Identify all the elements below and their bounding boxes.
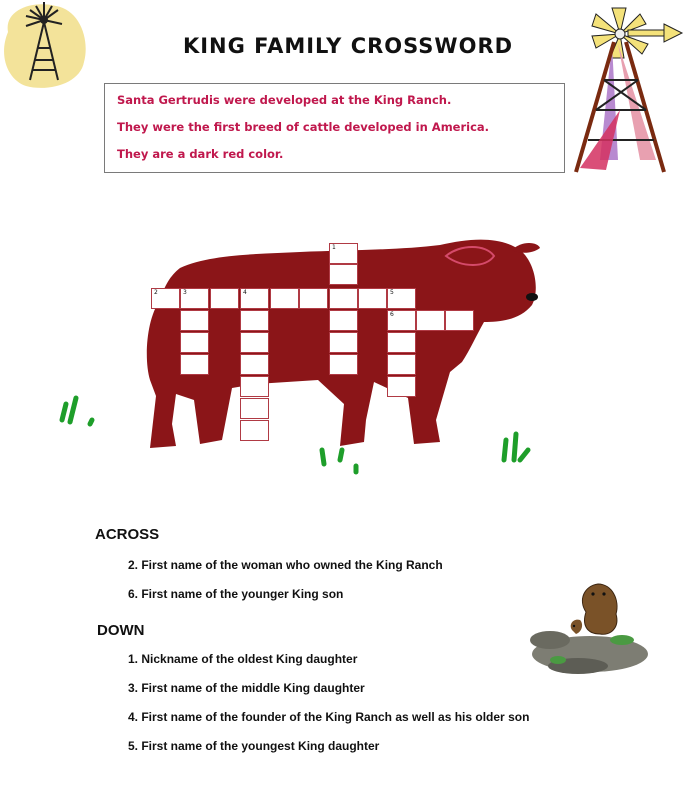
crossword-cell[interactable] xyxy=(180,354,209,375)
crossword-cell[interactable] xyxy=(416,310,445,331)
clue-item: 6. First name of the younger King son xyxy=(128,587,344,601)
crossword-cell[interactable] xyxy=(387,376,416,397)
crossword-cell[interactable] xyxy=(329,310,358,331)
crossword-cell[interactable] xyxy=(240,332,269,353)
clue-number: 3 xyxy=(183,289,187,296)
clue-number: 5 xyxy=(390,289,394,296)
clue-number: 2 xyxy=(154,289,158,296)
fact-line: Santa Gertrudis were developed at the King Ranch. xyxy=(117,93,452,107)
crossword-cell[interactable] xyxy=(387,354,416,375)
groundhog-icon xyxy=(530,584,648,674)
clue-number: 6 xyxy=(390,311,394,318)
crossword-cell[interactable] xyxy=(445,310,474,331)
fact-box xyxy=(104,83,565,173)
crossword-cell[interactable] xyxy=(387,310,416,331)
crossword-cell[interactable] xyxy=(240,420,269,441)
crossword-cell[interactable] xyxy=(210,288,239,309)
crossword-cell[interactable] xyxy=(240,354,269,375)
crossword-cell[interactable] xyxy=(180,332,209,353)
clue-number: 4 xyxy=(243,289,247,296)
crossword-cell[interactable] xyxy=(270,288,299,309)
crossword-cell[interactable] xyxy=(240,398,269,419)
crossword-cell[interactable] xyxy=(329,243,358,264)
clue-number: 1 xyxy=(332,244,336,251)
clue-item: 4. First name of the founder of the King Ranch as well as his older son xyxy=(128,710,530,724)
cow-ear-right xyxy=(512,243,540,253)
cow-nose xyxy=(526,293,538,301)
down-heading: DOWN xyxy=(97,622,145,639)
fact-line: They were the first breed of cattle developed in America. xyxy=(117,120,490,134)
crossword-cell[interactable] xyxy=(329,354,358,375)
crossword-cell[interactable] xyxy=(240,288,269,309)
fact-line: They are a dark red color. xyxy=(117,147,284,161)
crossword-cell[interactable] xyxy=(387,332,416,353)
crossword-cell[interactable] xyxy=(329,288,358,309)
crossword-cell[interactable] xyxy=(387,288,416,309)
crossword-cell[interactable] xyxy=(180,310,209,331)
crossword-cell[interactable] xyxy=(180,288,209,309)
crossword-cell[interactable] xyxy=(151,288,180,309)
grass-tufts xyxy=(62,398,528,472)
crossword-cell[interactable] xyxy=(240,310,269,331)
crossword-cell[interactable] xyxy=(299,288,328,309)
clue-item: 1. Nickname of the oldest King daughter xyxy=(128,652,358,666)
clue-item: 3. First name of the middle King daughter xyxy=(128,681,365,695)
crossword-cell[interactable] xyxy=(329,332,358,353)
clue-item: 5. First name of the youngest King daughter xyxy=(128,739,380,753)
windmill-right-icon xyxy=(576,8,682,172)
crossword-cell[interactable] xyxy=(358,288,387,309)
clue-item: 2. First name of the woman who owned the King Ranch xyxy=(128,558,443,572)
page-title: KING FAMILY CROSSWORD xyxy=(182,34,514,58)
crossword-cell[interactable] xyxy=(329,264,358,285)
across-heading: ACROSS xyxy=(95,526,160,543)
crossword-cell[interactable] xyxy=(240,376,269,397)
